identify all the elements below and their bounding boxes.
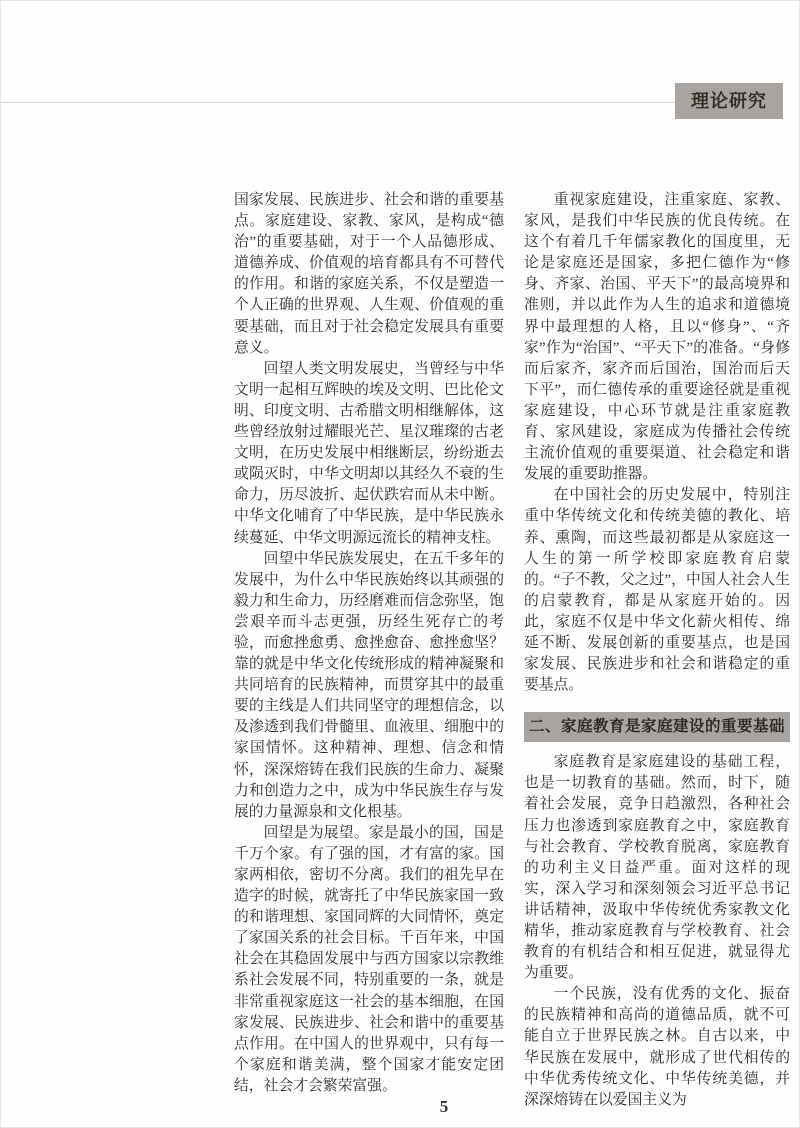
section-heading: 二、家庭教育是家庭建设的重要基础: [524, 712, 790, 742]
paragraph: 回望人类文明发展史，当曾经与中华文明一起相互辉映的埃及文明、巴比伦文明、印度文明、古希腊文明相继解体，这些曾经放射过耀眼光芒、星汉璀璨的古老文明，在历史发展中相继断层，纷纷逝去或陨灭时，中华文明却以其经久不衰的生命力，历尽波折、起伏跌宕而从未中断。中华文化哺育了中华民族，是中华民族永续蔓延、中华文明源远流长的精神支柱。: [234, 360, 504, 546]
left-column: [234, 190, 504, 1097]
right-column: [524, 190, 790, 1111]
header-rule: [1, 102, 676, 103]
paragraph: 重视家庭建设，注重家庭、家教、家风，是我们中华民族的优良传统。在这个有着几千年儒家教化的国度里，无论是家庭还是国家，多把仁德作为“修身、齐家、治国、平天下”的最高境界和准则，并以此作为人生的追求和道德境界中最理想的人格，且以“修身”、“齐家”作为“治国”、“平天下”的准备。“身修而后家齐，家齐而后国治，国治而后天下平”，而仁德传承的重要途径就是重视家庭建设，中心环节就是注重家庭教育、家风建设，家庭成为传播社会传统主流价值观的重要渠道、社会稳定和谐发展的重要助推器。: [524, 192, 790, 483]
paragraph: 回望中华民族发展史，在五千多年的发展中，为什么中华民族始终以其顽强的毅力和生命力，历经磨难而信念弥坚，饱尝艰辛而斗志更强，历经生死存亡的考验，而愈挫愈勇、愈挫愈奋、愈挫愈坚？靠的就是中华文化传统形成的精神凝聚和共同培育的民族精神，而贯穿其中的最重要的主线是人们共同坚守的理想信念，以及渗透到我们骨髓里、血液里、细胞中的家国情怀。这种精神、理想、信念和情怀，深深熔铸在我们民族的生命力、凝聚力和创造力之中，成为中华民族生存与发展的力量源泉和文化根基。: [234, 550, 504, 820]
paragraph: 国家发展、民族进步、社会和谐的重要基点。家庭建设、家教、家风，是构成“德治”的重要基础，对于一个人品德形成、道德养成、价值观的培育都具有不可替代的作用。和谐的家庭关系，不仅是塑造一个人正确的世界观、人生观、价值观的重要基础，而且对于社会稳定发展具有重要意义。: [234, 192, 504, 356]
section-tag: 理论研究: [675, 83, 783, 119]
paragraph: 回望是为展望。家是最小的国，国是千万个家。有了强的国，才有富的家。国家两相依，密切不分离。我们的祖先早在造字的时候，就寄托了中华民族家国一致的和谐理想、家国同辉的大同情怀，奠定了家国关系的社会目标。千百年来，中国社会在其稳固发展中与西方国家以宗教维系社会发展不同，特别重要的一条，就是非常重视家庭这一社会的基本细胞，在国家发展、民族进步、社会和谐中的重要基点作用。在中国人的世界观中，只有每一个家庭和谐美满，整个国家才能安定团结，社会才会繁荣富强。: [234, 824, 504, 1094]
paragraph: 在中国社会的历史发展中，特别注重中华传统文化和传统美德的教化、培养、熏陶，而这些最初都是从家庭这一人生的第一所学校即家庭教育启蒙的。“子不教，父之过”，中国人社会人生的启蒙教育，都是从家庭开始的。因此，家庭不仅是中华文化薪火相传、绵延不断、发展创新的重要基点，也是国家发展、民族进步和社会和谐稳定的重要基点。: [524, 487, 790, 694]
page-number: 5: [439, 1097, 449, 1116]
paragraph: 家庭教育是家庭建设的基础工程，也是一切教育的基础。然而，时下，随着社会发展，竞争日趋激烈，各种社会压力也渗透到家庭教育之中，家庭教育与社会教育、学校教育脱离，家庭教育的功利主义日益严重。面对这样的现实，深入学习和深刻领会习近平总书记讲话精神，汲取中华传统优秀家教文化精华，推动家庭教育与学校教育、社会教育的有机结合和相互促进，就显得尤为重要。: [524, 754, 790, 982]
paragraph: 一个民族，没有优秀的文化、振奋的民族精神和高尚的道德品质，就不可能自立于世界民族之林。自古以来，中华民族在发展中，就形成了世代相传的中华优秀传统文化、中华传统美德，并深深熔铸在以爱国主义为: [524, 986, 790, 1108]
